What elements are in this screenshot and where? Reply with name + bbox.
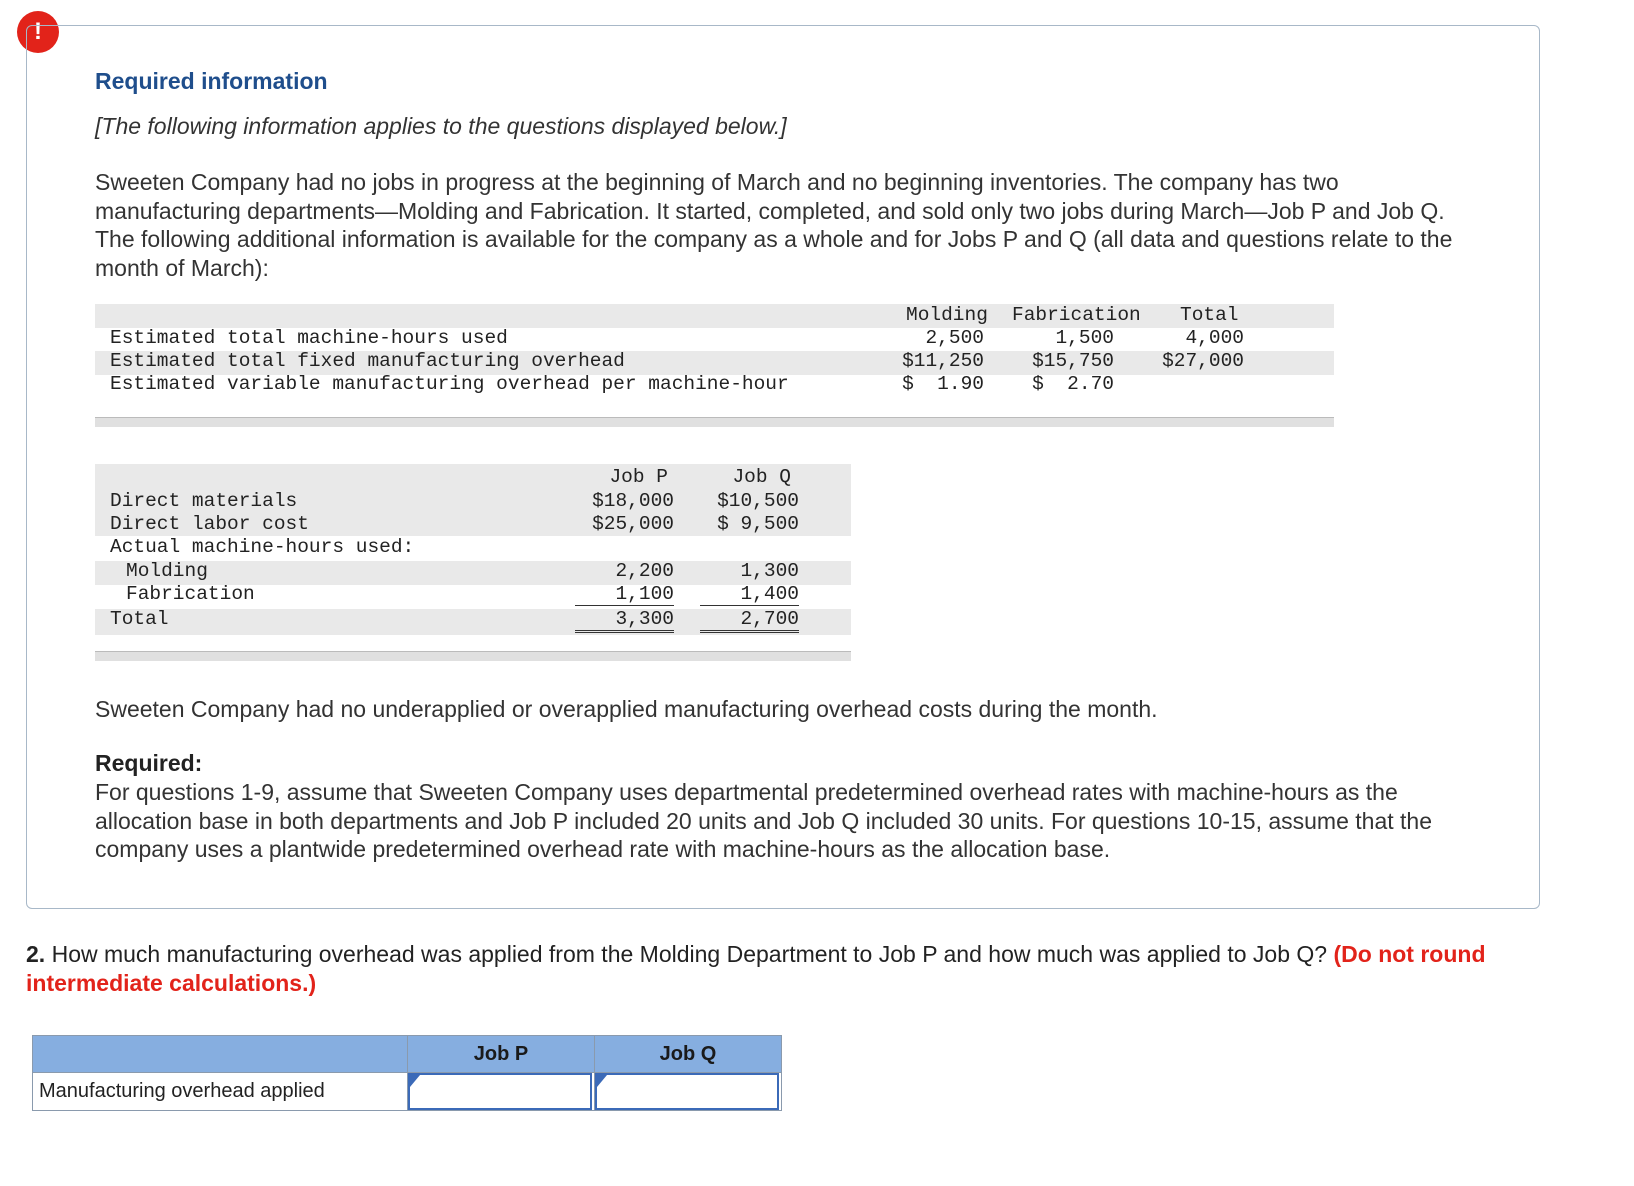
cell-fabrication: $15,750 (1032, 350, 1114, 372)
cell-job-p: 2,200 (615, 560, 674, 582)
answer-cell-job-q (595, 1073, 782, 1111)
no-over-under-applied-note: Sweeten Company had no underapplied or overapplied manufacturing overhead costs during the month. (95, 696, 1158, 722)
jobs-table (95, 466, 851, 662)
row-label: Estimated total machine-hours used (110, 327, 508, 349)
intro-paragraph: Sweeten Company had no jobs in progress at the beginning of March and no beginning inventories. The company has two manufacturing departments—Molding and Fabrication. It started, completed, and sold only two jobs during March—Job P and Job Q. The following additional information is available for the company as a whole and for Jobs P and Q (all data and questions relate to the month of March): (95, 169, 1453, 281)
required-information-title: Required information (95, 68, 328, 94)
question-number: 2. (26, 941, 46, 967)
required-text: For questions 1-9, assume that Sweeten Company uses departmental predetermined overhead rates with machine-hours as the allocation base in both departments and Job P included 20 units and Job Q included 30 units. For questions 10-15, assume that the company uses a plantwide predetermined overhead rate with machine-hours as the allocation base. (95, 779, 1432, 862)
answer-col-job-q: Job Q (595, 1036, 782, 1073)
table-row (95, 490, 851, 514)
table-row (95, 373, 1334, 397)
answer-row-label: Manufacturing overhead applied (33, 1073, 408, 1111)
row-label: Estimated variable manufacturing overhead per machine-hour (110, 373, 789, 395)
question-note: (Do not round intermediate calculations.) (26, 941, 1486, 996)
question-2 (26, 940, 1526, 998)
answer-col-job-p: Job P (408, 1036, 595, 1073)
answer-table (32, 1035, 782, 1111)
required-label: Required: (95, 750, 203, 776)
col-header-job-p: Job P (609, 466, 668, 488)
cell-job-p: $18,000 (592, 490, 674, 512)
col-header-molding: Molding (906, 304, 988, 326)
cell-fabrication: 1,500 (1055, 327, 1114, 349)
row-label: Actual machine-hours used: (110, 536, 415, 558)
row-label: Fabrication (126, 583, 255, 605)
job-q-overhead-input[interactable] (595, 1073, 779, 1110)
cell-job-p: 1,100 (575, 583, 674, 606)
table-row (95, 608, 851, 632)
row-label: Direct materials (110, 490, 298, 512)
cell-job-p: 3,300 (575, 608, 674, 633)
cell-job-q: 2,700 (700, 608, 799, 633)
table-row (95, 513, 851, 537)
table-row (95, 583, 851, 607)
cell-total: 4,000 (1185, 327, 1244, 349)
table-footer (95, 417, 1334, 427)
cell-job-q: $10,500 (717, 490, 799, 512)
cell-molding: $11,250 (902, 350, 984, 372)
cell-job-q: 1,400 (700, 583, 799, 606)
cell-total: $27,000 (1162, 350, 1244, 372)
required-information-subtitle: [The following information applies to the questions displayed below.] (95, 113, 787, 139)
cell-job-q: 1,300 (740, 560, 799, 582)
cell-job-p: $25,000 (592, 513, 674, 535)
col-header-total: Total (1180, 304, 1239, 326)
question-text: How much manufacturing overhead was applied from the Molding Department to Job P and how much was applied to Job Q? (51, 941, 1328, 967)
table-row (95, 536, 851, 560)
answer-header-blank (33, 1036, 408, 1073)
cell-job-q: $ 9,500 (717, 513, 799, 535)
row-label: Direct labor cost (110, 513, 309, 535)
row-label: Total (110, 608, 169, 630)
input-marker-icon (410, 1075, 420, 1087)
table-row (95, 350, 1334, 374)
cell-molding: 2,500 (925, 327, 984, 349)
col-header-fabrication: Fabrication (1012, 304, 1141, 326)
row-label: Estimated total fixed manufacturing overhead (110, 350, 625, 372)
row-label: Molding (126, 560, 208, 582)
table-footer (95, 651, 851, 661)
table-row (95, 560, 851, 584)
estimates-table (95, 304, 1334, 427)
table-header-row (95, 466, 851, 490)
job-p-overhead-input[interactable] (408, 1073, 592, 1110)
table-header-row (95, 304, 1334, 328)
cell-fabrication: $ 2.70 (1032, 373, 1114, 395)
exclamation-icon: ! (34, 18, 42, 45)
input-marker-icon (597, 1075, 607, 1087)
table-row (95, 327, 1334, 351)
cell-molding: $ 1.90 (902, 373, 984, 395)
answer-cell-job-p (408, 1073, 595, 1111)
col-header-job-q: Job Q (732, 466, 791, 488)
